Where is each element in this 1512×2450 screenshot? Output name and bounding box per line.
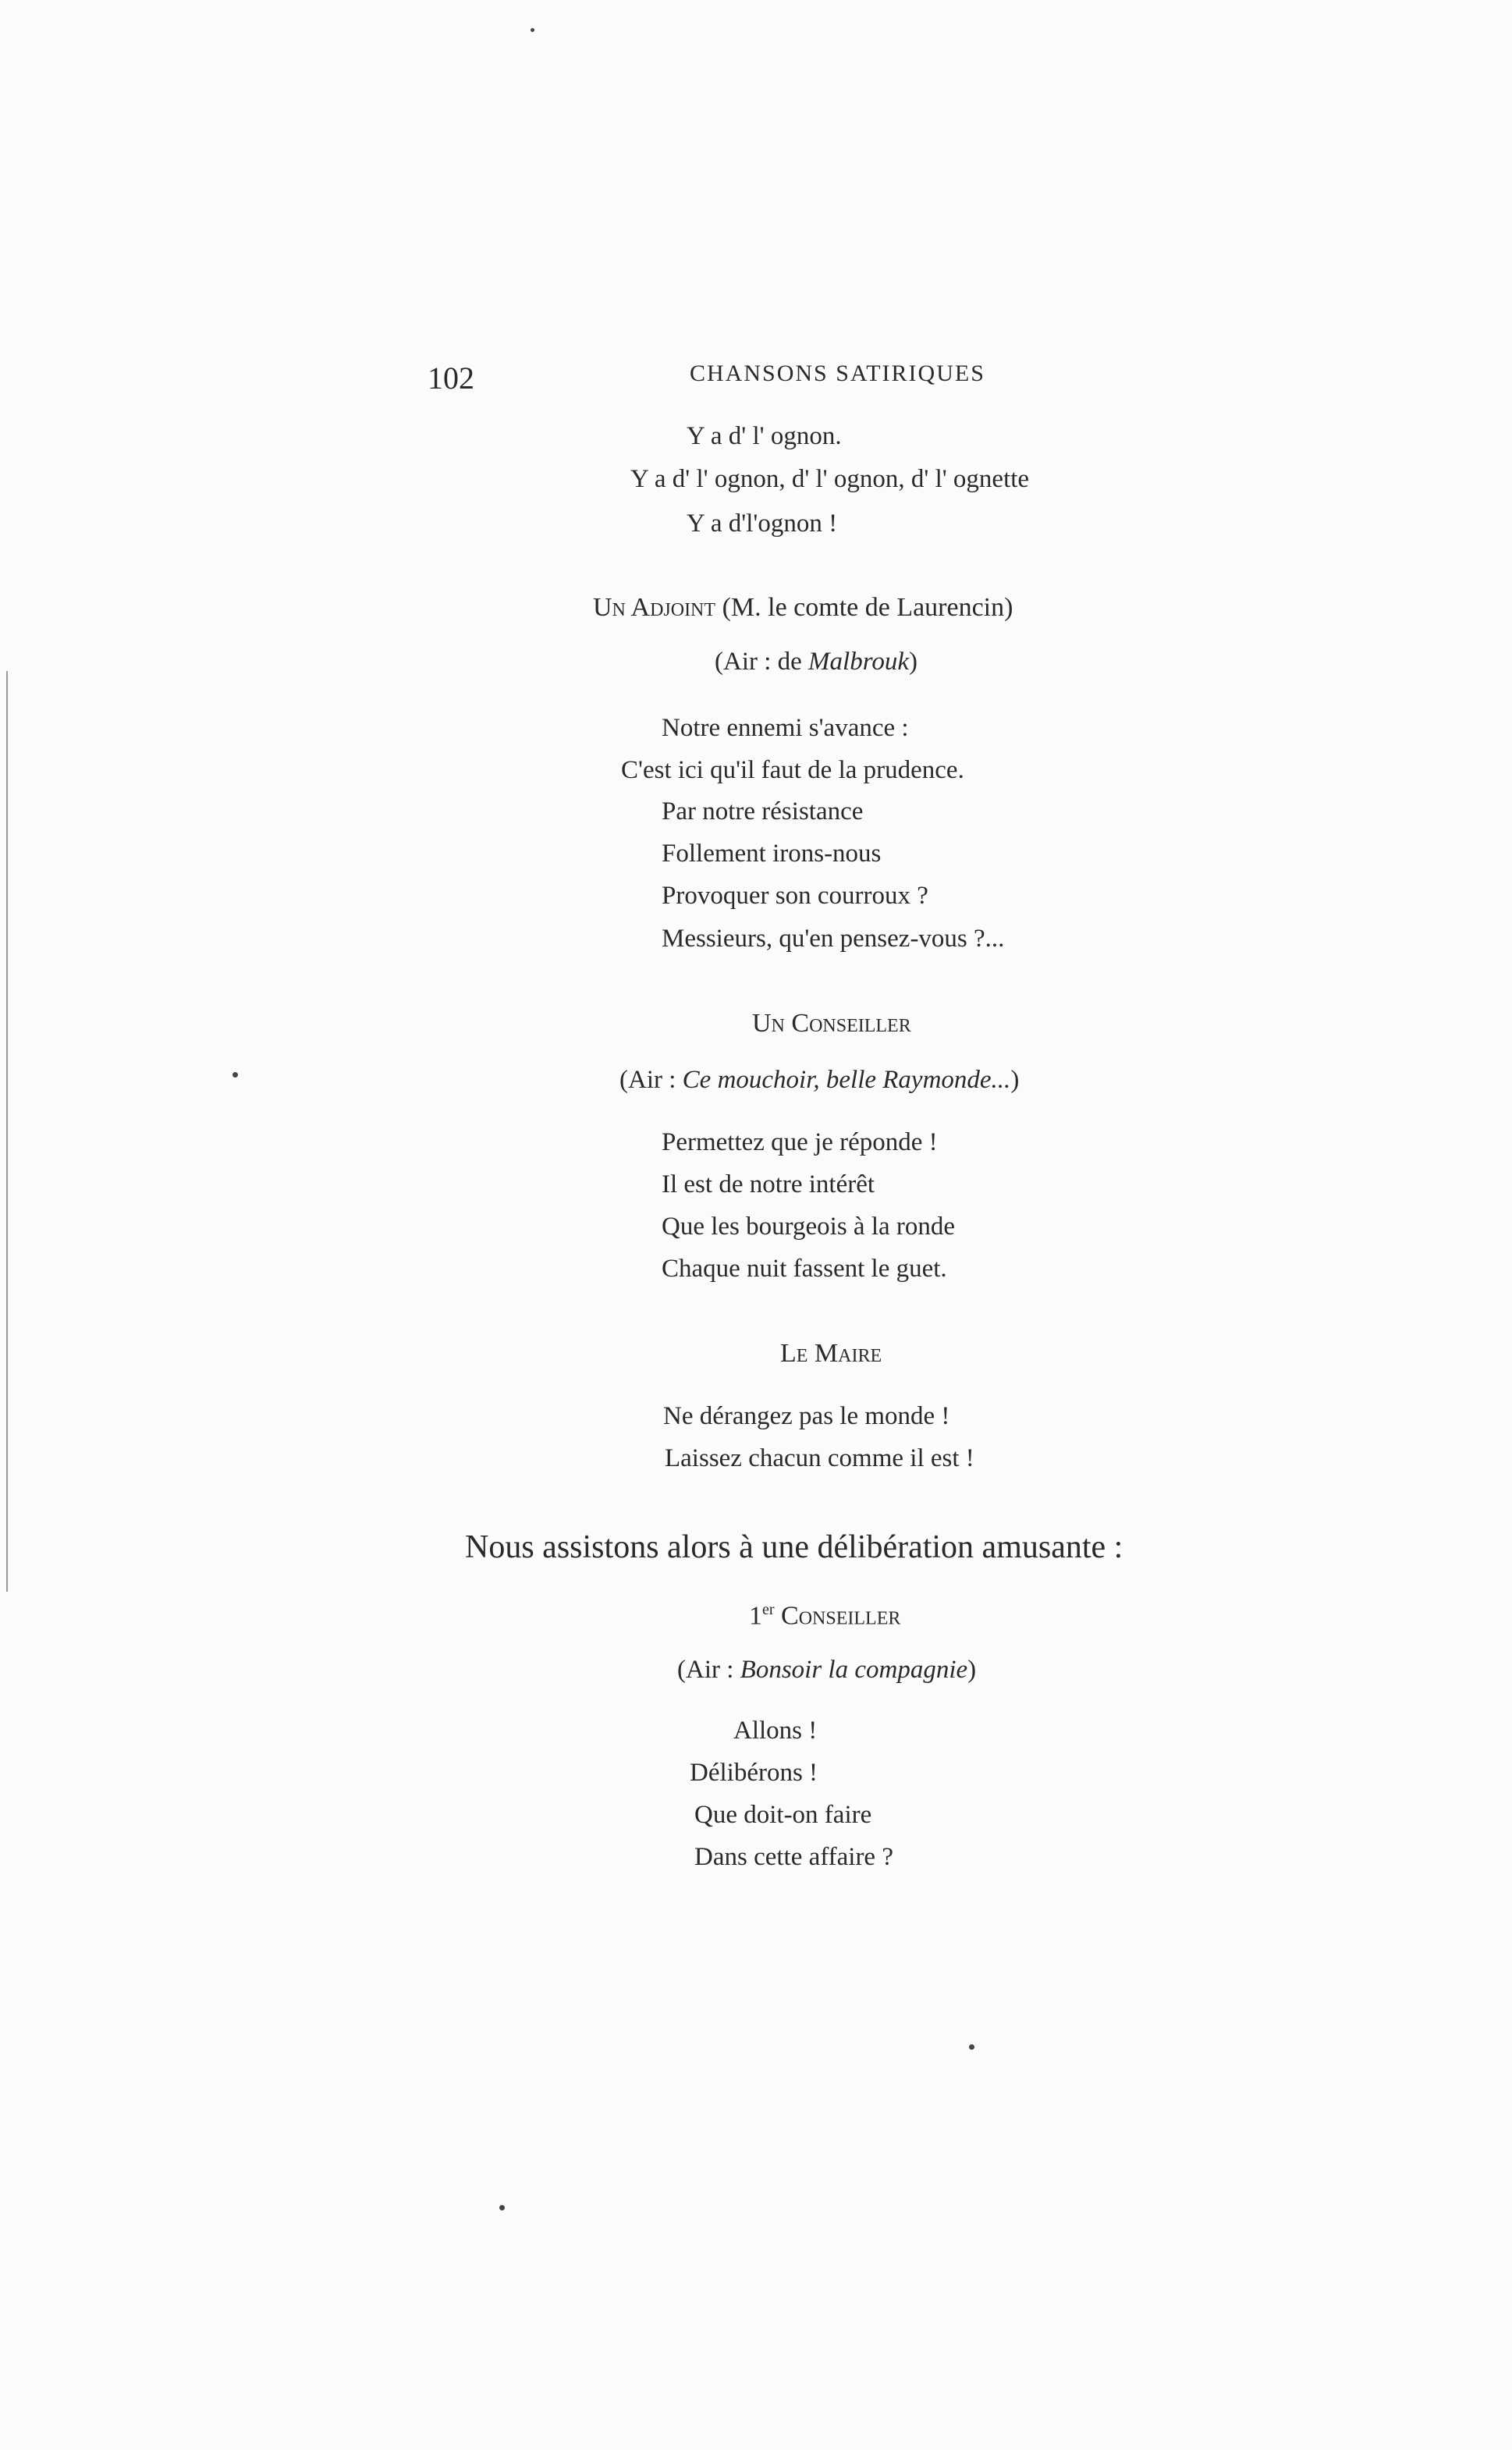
page-number: 102	[428, 360, 474, 396]
verse-line: Que les bourgeois à la ronde	[662, 1213, 956, 1241]
verse-line: Provoquer son courroux ?	[662, 882, 928, 910]
air-indication	[619, 1067, 1019, 1093]
verse-line: Allons !	[733, 1717, 818, 1745]
air-title: Bonsoir la compagnie	[740, 1656, 968, 1684]
verse-line: Follement irons-nous	[662, 840, 882, 868]
verse-line: Chaque nuit fassent le guet.	[662, 1255, 947, 1283]
verse-line: Ne dérangez pas le monde !	[663, 1402, 950, 1430]
scan-edge-shadow	[6, 671, 8, 1592]
ordinal-superscript: er	[762, 1601, 775, 1618]
air-title: Malbrouk	[808, 648, 909, 676]
speaker-premier-conseiller	[749, 1602, 900, 1629]
air-indication	[677, 1657, 976, 1683]
speaker-maire: Le Maire	[780, 1339, 882, 1368]
speaker-name: Conseiller	[774, 1601, 901, 1631]
ink-speck	[499, 2205, 505, 2210]
verse-line: Dans cette affaire ?	[694, 1843, 893, 1871]
ink-speck	[531, 28, 534, 32]
verse-line: Y a d' l' ognon.	[687, 422, 842, 450]
prose-paragraph: Nous assistons alors à une délibération amusante :	[465, 1529, 1123, 1565]
air-prefix: (Air :	[619, 1066, 683, 1094]
speaker-adjoint	[593, 595, 1013, 621]
speaker-name: Un Adjoint	[593, 593, 716, 622]
air-prefix: (Air :	[677, 1656, 740, 1684]
running-title: CHANSONS SATIRIQUES	[690, 360, 985, 386]
speaker-conseiller: Un Conseiller	[752, 1009, 911, 1038]
verse-line: Messieurs, qu'en pensez-vous ?...	[662, 925, 1005, 953]
verse-line: Permettez que je réponde !	[662, 1128, 938, 1156]
air-suffix: )	[967, 1656, 977, 1684]
verse-line: Par notre résistance	[662, 797, 864, 826]
verse-line: C'est ici qu'il faut de la prudence.	[621, 756, 964, 784]
air-prefix: (Air : de	[715, 648, 809, 676]
verse-line: Il est de notre intérêt	[662, 1170, 875, 1198]
verse-line: Notre ennemi s'avance :	[662, 714, 909, 742]
air-suffix: )	[1010, 1066, 1020, 1094]
air-suffix: )	[908, 648, 917, 676]
ordinal: 1	[749, 1601, 762, 1631]
verse-line: Y a d' l' ognon, d' l' ognon, d' l' ognette	[630, 465, 1030, 493]
speaker-note: (M. le comte de Laurencin)	[715, 593, 1013, 622]
ink-speck	[969, 2044, 974, 2050]
verse-line: Y a d'l'ognon !	[687, 510, 838, 538]
air-indication	[715, 649, 917, 675]
air-title: Ce mouchoir, belle Raymonde...	[682, 1066, 1011, 1094]
verse-line: Laissez chacun comme il est !	[665, 1444, 974, 1472]
verse-line: Que doit-on faire	[694, 1801, 872, 1829]
ink-speck	[232, 1072, 238, 1078]
verse-line: Délibérons !	[690, 1759, 818, 1787]
